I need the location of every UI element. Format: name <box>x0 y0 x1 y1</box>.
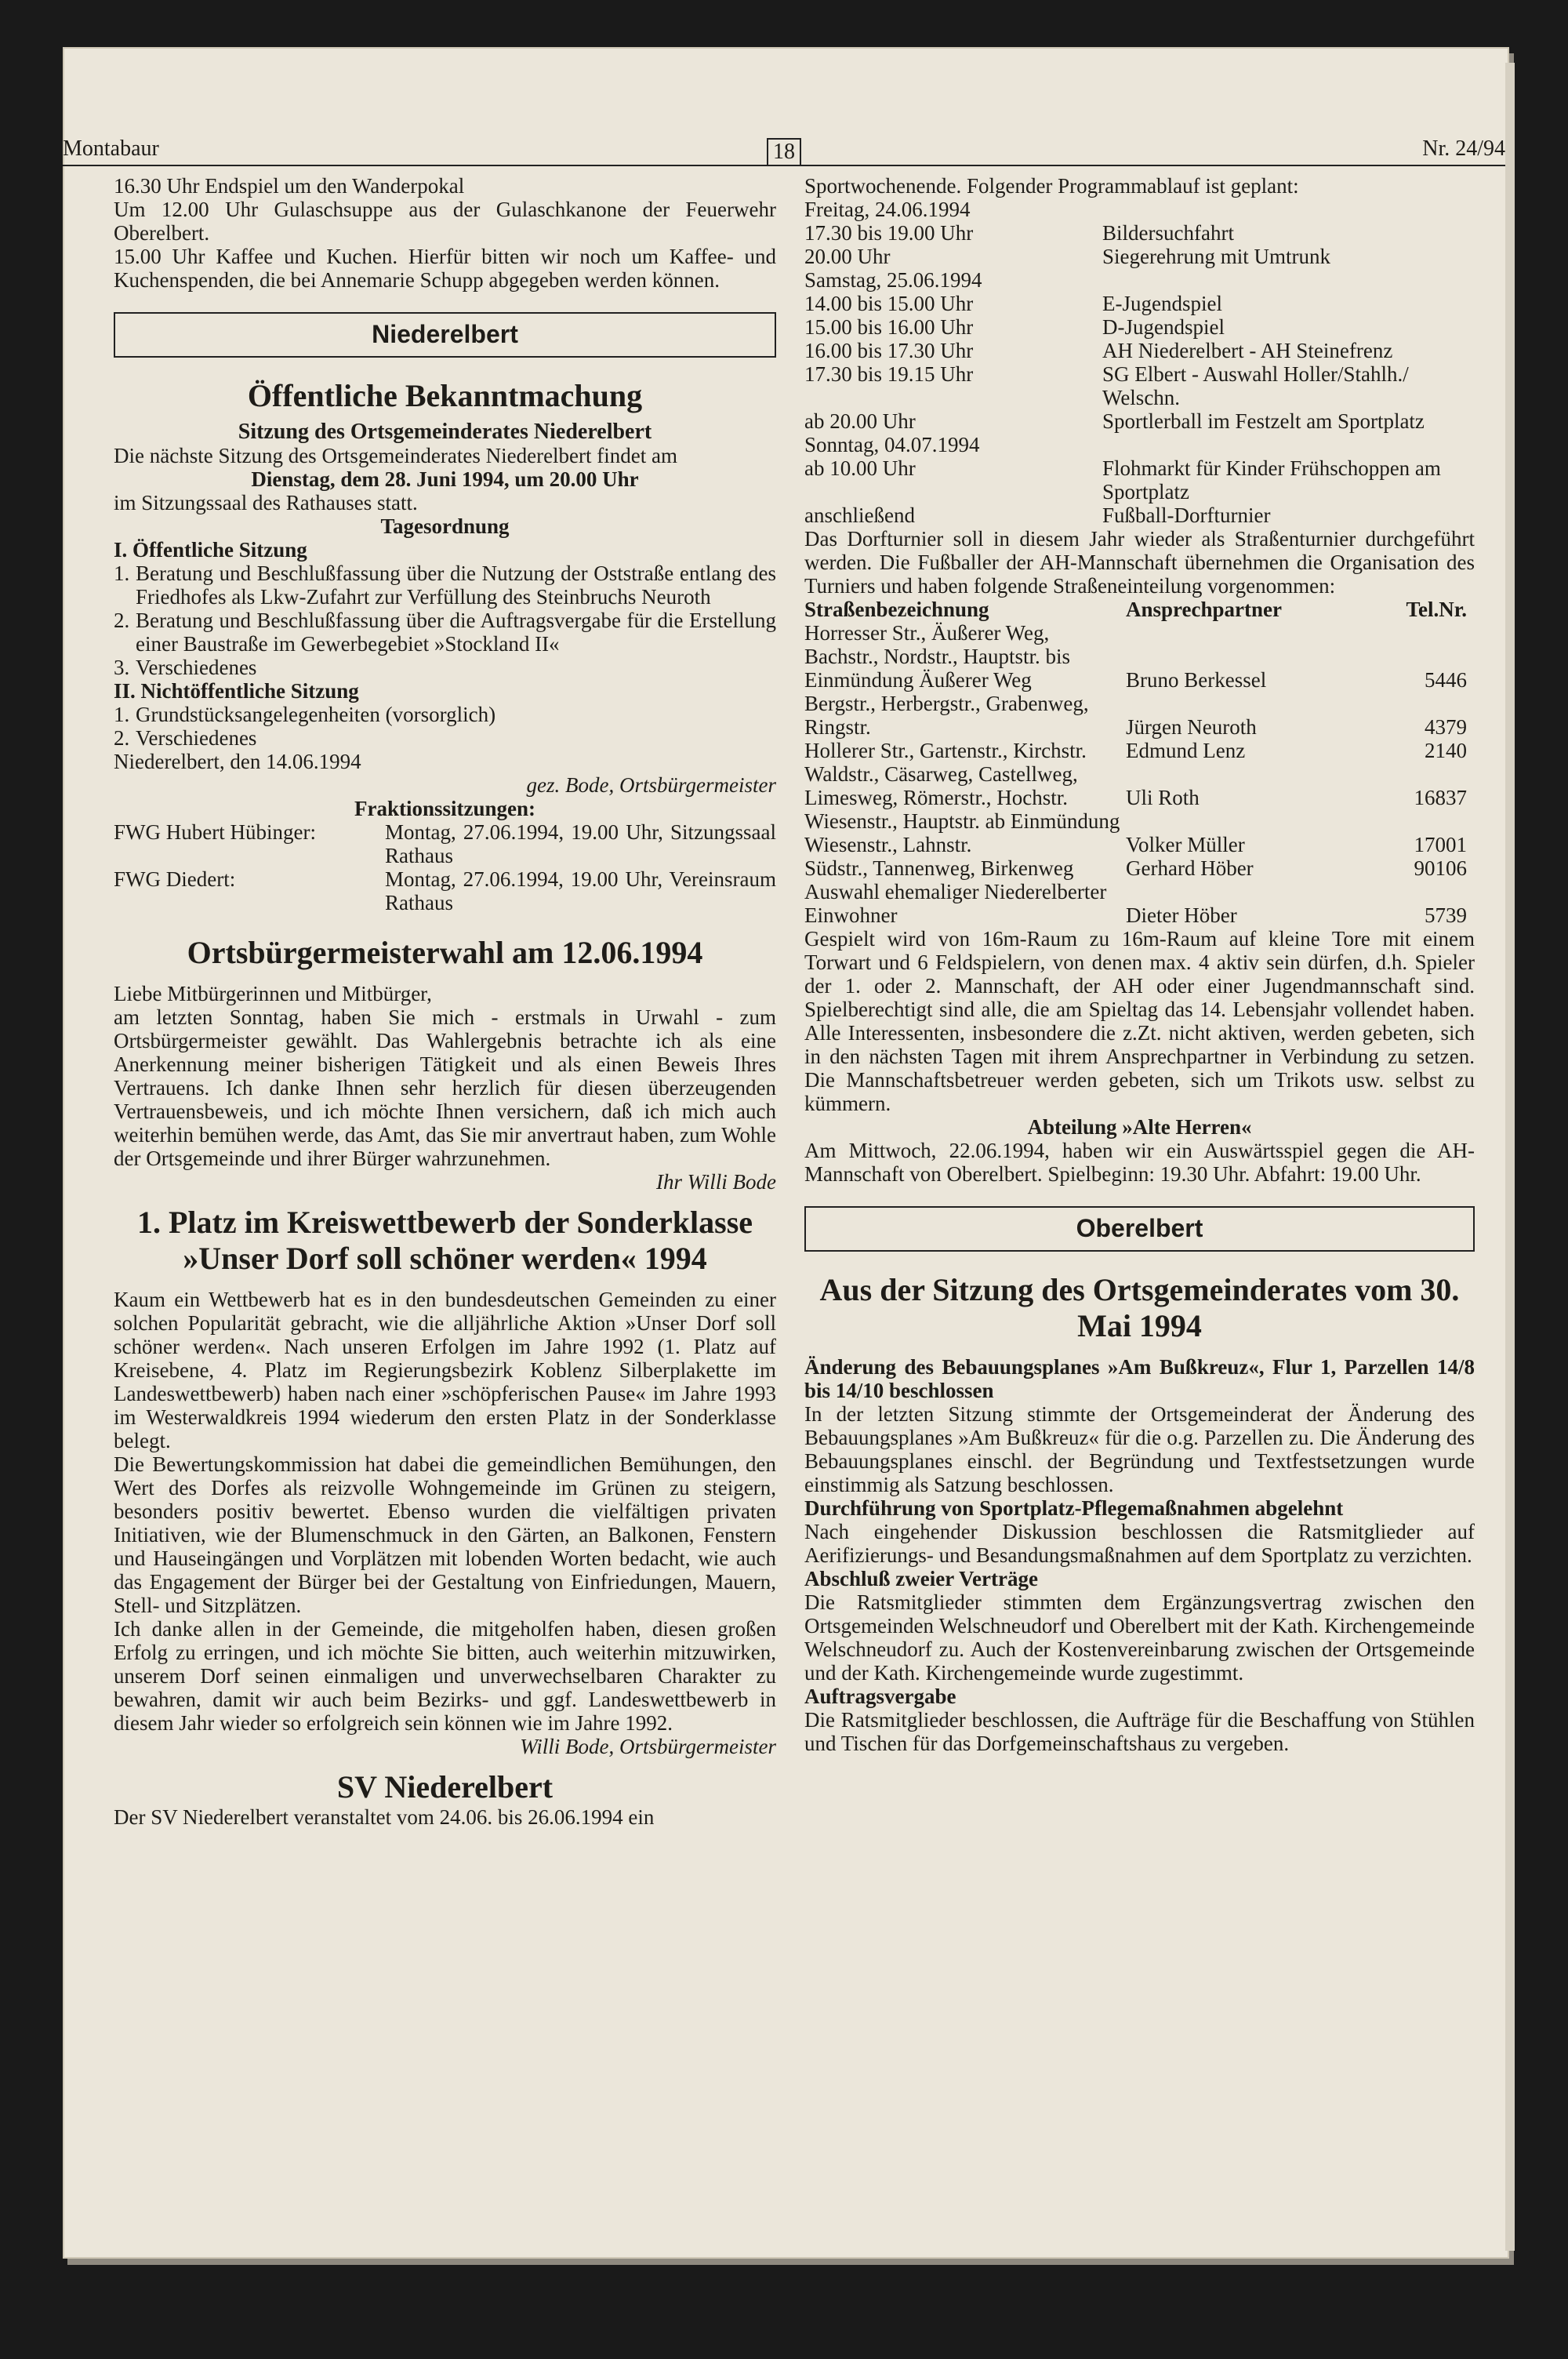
item-heading: Abschluß zweier Verträge <box>804 1567 1038 1590</box>
signature: Ihr Willi Bode <box>656 1170 776 1194</box>
right-column <box>804 174 1475 1755</box>
schedule-row: 16.00 bis 17.30 Uhr AH Niederelbert - AH Steinefrenz <box>804 339 1393 362</box>
signature: gez. Bode, Ortsbürgermeister <box>526 773 776 797</box>
schedule-row: 17.30 bis 19.00 Uhr Bildersuchfahrt <box>804 221 1234 245</box>
section-box-niederelbert: Niederelbert <box>114 312 776 358</box>
bekanntmachung-subtitle: Sitzung des Ortsgemeinderates Niederelbert <box>238 420 652 444</box>
header-page-number: 18 <box>767 138 801 166</box>
header-issue-number: Nr. 24/94 <box>1422 136 1505 161</box>
wahl-greeting: Liebe Mitbürgerinnen und Mitbürger, <box>114 982 432 1005</box>
item-text: Die Ratsmitglieder beschlossen, die Aufträge für die Beschaffung von Stühlen und Tischen für das Dorfgemeinschaftshaus zu vergeben. <box>804 1708 1475 1755</box>
intro-line: 16.30 Uhr Endspiel um den Wanderpokal <box>114 174 465 198</box>
schedule-row: Freitag, 24.06.1994 <box>804 198 971 221</box>
signature: Willi Bode, Ortsbürgermeister <box>520 1735 776 1758</box>
item-text: Nach eingehender Diskussion beschlossen die Ratsmitglieder auf Aerifizierungs- und Besandungsmaßnahmen auf dem Sportplatz zu verzichten. <box>804 1520 1475 1567</box>
schedule-row: Sonntag, 04.07.1994 <box>804 433 980 456</box>
agenda-item: 1. Beratung und Beschlußfassung über die Nutzung der Oststraße entlang des Friedhofes als Lkw-Zufahrt zur Verfüllung des Steinbruchs Neuroth <box>114 562 776 609</box>
ah-title: Abteilung »Alte Herren« <box>1027 1115 1252 1139</box>
intro-line: Um 12.00 Uhr Gulaschsuppe aus der Gulaschkanone der Feuerwehr Oberelbert. <box>114 198 776 245</box>
turnier-text: Das Dorfturnier soll in diesem Jahr wieder als Straßenturnier durchgeführt werden. Die Fußballer der AH-Mannschaft übernehmen die Organisation des Turniers und haben folgende Straßeneinteilung vorgenommen: <box>804 527 1475 598</box>
schedule-row: anschließend Fußball-Dorfturnier <box>804 503 1271 527</box>
spiel-text: Gespielt wird von 16m-Raum zu 16m-Raum auf kleine Tore mit einem Torwart und 6 Feldspielern, von denen max. 4 aktiv sein dürfen, d.h. Spieler der 1. oder 2. Mannschaft, der AH oder einer Jugendmannschaft sind. Spielberechtigt sind alle, die am Spieltag das 14. Lebensjahr vollendet haben. Alle Interessenten, insbesondere die z.Zt. nicht aktiven, werden gebeten, sich in den nächsten Tagen mit ihrem Ansprechpartner in Verbindung zu setzen. Die Mannschaftsbetreuer werden gebeten, sich um Trikots usw. selbst zu kümmern. <box>804 927 1475 1115</box>
bekanntmachung-text: im Sitzungssaal des Rathauses statt. <box>114 491 418 514</box>
sv-title: SV Niederelbert <box>336 1769 554 1805</box>
meeting-date: Dienstag, dem 28. Juni 1994, um 20.00 Uhr <box>251 467 639 491</box>
agenda-item: 1. Grundstücksangelegenheiten (vorsorglich) <box>114 703 496 726</box>
wettbewerb-title: 1. Platz im Kreiswettbewerb der Sonderklasse »Unser Dorf soll schöner werden« 1994 <box>136 1205 753 1276</box>
public-session-title: I. Öffentliche Sitzung <box>114 538 307 562</box>
item-text: In der letzten Sitzung stimmte der Ortsgemeinderat der Änderung des Bebauungsplanes »Am Bußkreuz« für die o.g. Parzellen zu. Die Änderung des Bebauungsplanes einschl. der Begründung und Textfestsetzungen wurde einstimmig als Satzung beschlossen. <box>804 1402 1475 1496</box>
left-column <box>114 174 776 1829</box>
street-table-header: Straßenbezeichnung Ansprechpartner Tel.Nr. <box>804 598 1467 621</box>
fraktion-row: FWG Hubert Hübinger: Montag, 27.06.1994, 19.00 Uhr, Sitzungssaal Rathaus <box>114 820 776 867</box>
table-row: Bergstr., Herbergstr., Grabenweg, Ringstr. Jürgen Neuroth 4379 <box>804 692 1467 739</box>
private-session-title: II. Nichtöffentliche Sitzung <box>114 679 359 703</box>
intro-line: 15.00 Uhr Kaffee und Kuchen. Hierfür bitten wir noch um Kaffee- und Kuchenspenden, die bei Annemarie Schupp abgegeben werden können. <box>114 245 776 292</box>
sitzung-title: Aus der Sitzung des Ortsgemeinderates vom 30. Mai 1994 <box>819 1272 1460 1343</box>
table-row: Südstr., Tannenweg, Birkenweg Gerhard Höber 90106 <box>804 856 1467 880</box>
page-header <box>63 86 1505 166</box>
place-date: Niederelbert, den 14.06.1994 <box>114 750 361 773</box>
schedule-row: ab 10.00 Uhr Flohmarkt für Kinder Frühschoppen am Sportplatz <box>804 456 1441 503</box>
agenda-title: Tagesordnung <box>380 514 510 538</box>
section-box-oberelbert: Oberelbert <box>804 1206 1475 1252</box>
schedule-row: Samstag, 25.06.1994 <box>804 268 982 292</box>
table-row: Auswahl ehemaliger Niederelberter Einwohner Dieter Höber 5739 <box>804 880 1467 927</box>
bekanntmachung-text: Die nächste Sitzung des Ortsgemeinderates Niederelbert findet am <box>114 444 677 467</box>
table-row: Wiesenstr., Hauptstr. ab Einmündung Wiesenstr., Lahnstr. Volker Müller 17001 <box>804 809 1467 856</box>
fraktion-row: FWG Diedert: Montag, 27.06.1994, 19.00 Uhr, Vereinsraum Rathaus <box>114 867 776 914</box>
item-heading: Durchführung von Sportplatz-Pflegemaßnahmen abgelehnt <box>804 1496 1344 1520</box>
wahl-title: Ortsbürgermeisterwahl am 12.06.1994 <box>187 935 703 970</box>
item-heading: Änderung des Bebauungsplanes »Am Bußkreuz«, Flur 1, Parzellen 14/8 bis 14/10 beschlossen <box>804 1355 1475 1402</box>
wettbewerb-paragraph: Die Bewertungskommission hat dabei die gemeindlichen Bemühungen, den Wert des Dorfes als reizvolle Wohngemeinde im Grünen zu steigern, besonders positiv bewertet. Ebenso wurden die vielfältigen privaten Initiativen, wie der Blumenschmuck in den Gärten, an Balkonen, Fenstern und Hauseingängen und Vorplätzen mit lobenden Worten bedacht, wie auch das Engagement der Bürger bei der Gestaltung von Einfriedungen, Mauern, Stell- und Sitzplätzen. <box>114 1452 776 1617</box>
ah-text: Am Mittwoch, 22.06.1994, haben wir ein Auswärtsspiel gegen die AH-Mannschaft von Oberelbert. Spielbeginn: 19.30 Uhr. Abfahrt: 19.00 Uhr. <box>804 1139 1475 1186</box>
agenda-item: 2. Beratung und Beschlußfassung über die Auftragsvergabe für die Erstellung einer Baustraße im Gewerbegebiet »Stockland II« <box>114 609 776 656</box>
fraktion-title: Fraktionssitzungen: <box>354 797 536 820</box>
item-text: Die Ratsmitglieder stimmten dem Ergänzungsvertrag zwischen den Ortsgemeinden Welschneudorf und Oberelbert mit der Kath. Kirchengemeinde Welschneudorf zu. Auch der Kostenvereinbarung zwischen der Ortsgemeinde und der Kath. Kirchengemeinde wurde zugestimmt. <box>804 1590 1475 1685</box>
schedule-row: 20.00 Uhr Siegerehrung mit Umtrunk <box>804 245 1330 268</box>
schedule-row: 17.30 bis 19.15 Uhr SG Elbert - Auswahl Holler/Stahlh./ Welschn. <box>804 362 1409 409</box>
table-row: Waldstr., Cäsarweg, Castellweg, Limesweg, Römerstr., Hochstr. Uli Roth 16837 <box>804 762 1467 809</box>
page-edge <box>1505 63 1515 2251</box>
schedule-row: 14.00 bis 15.00 Uhr E-Jugendspiel <box>804 292 1222 315</box>
wahl-body: am letzten Sonntag, haben Sie mich - erstmals in Urwahl - zum Ortsbürgermeister gewählt. Das Wahlergebnis betrachte ich als eine Anerkennung meiner bisherigen Tätigkeit und als einen Beweis Ihres Vertrauens. Ich danke Ihnen sehr herzlich für diesen überzeugenden Vertrauensbeweis, und ich möchte Ihnen versichern, daß ich mich auch weiterhin bemühen werde, das Amt, das Sie mir anvertraut haben, zum Wohle der Ortsgemeinde und ihrer Bürger wahrzunehmen. <box>114 1005 776 1170</box>
table-row: Horresser Str., Äußerer Weg, Bachstr., Nordstr., Hauptstr. bis Einmündung Äußerer Weg Bruno Berkessel 5446 <box>804 621 1467 692</box>
bekanntmachung-title: Öffentliche Bekanntmachung <box>247 378 643 413</box>
schedule-row: 15.00 bis 16.00 Uhr D-Jugendspiel <box>804 315 1225 339</box>
schedule-row: ab 20.00 Uhr Sportlerball im Festzelt am Sportplatz <box>804 409 1425 433</box>
agenda-item: 3. Verschiedenes <box>114 656 257 679</box>
sport-intro: Sportwochenende. Folgender Programmablauf ist geplant: <box>804 174 1299 198</box>
sv-text: Der SV Niederelbert veranstaltet vom 24.06. bis 26.06.1994 ein <box>114 1805 655 1829</box>
agenda-item: 2. Verschiedenes <box>114 726 257 750</box>
wettbewerb-paragraph: Ich danke allen in der Gemeinde, die mitgeholfen haben, diesen großen Erfolg zu erringen, und ich möchte Sie bitten, auch weiterhin mitzuwirken, unserem Dorf seinen einmaligen und unverwechselbaren Charakter zu bewahren, damit wir auch beim Bezirks- und ggf. Landeswettbewerb in diesem Jahr wieder so erfolgreich sein können wie im Jahre 1992. <box>114 1617 776 1735</box>
table-row: Hollerer Str., Gartenstr., Kirchstr. Edmund Lenz 2140 <box>804 739 1467 762</box>
item-heading: Auftragsvergabe <box>804 1685 956 1708</box>
header-town: Montabaur <box>63 136 159 161</box>
wettbewerb-paragraph: Kaum ein Wettbewerb hat es in den bundesdeutschen Gemeinden zu einer solchen Popularität gebracht, wie die alljährliche Aktion »Unser Dorf soll schöner werden«. Nach unseren Erfolgen im Jahre 1992 (1. Platz auf Kreisebene, 4. Platz im Regierungsbezirk Koblenz Silberplakette im Landeswettbewerb) haben nach einer »schöpferischen Pause« im Jahre 1993 im Westerwaldkreis 1994 wiederum den ersten Platz in der Sonderklasse belegt. <box>114 1288 776 1452</box>
